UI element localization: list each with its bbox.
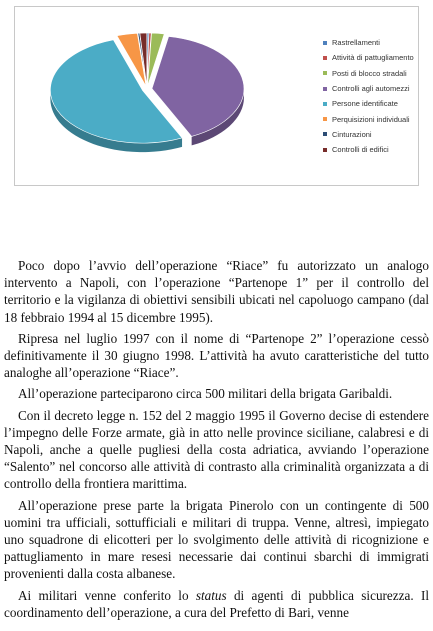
legend-item — [323, 35, 414, 50]
paragraph-6-end: di agenti di pubblica sicurezza. Il coordinamento dell’operazione, a cura del Prefetto di Bari, venne — [4, 587, 429, 620]
paragraph-6 — [4, 587, 429, 621]
paragraph-2: Ripresa nel luglio 1997 con il nome di “Partenope 2” l’operazione cessò definitivamente il 30 giugno 1998. L’attività ha avuto caratteristiche del tutto analoghe all’operazione “Riace”. — [4, 330, 429, 381]
paragraph-6-start: Ai militari venne conferito lo — [18, 587, 196, 603]
legend-swatch — [323, 56, 327, 60]
legend-item — [323, 111, 414, 126]
paragraph-4: Con il decreto legge n. 152 del 2 maggio 1995 il Governo decise di estendere l’impegno delle Forze armate, già in atto nelle province siciliane, calabresi e di Napoli, anche a quelle pugliesi della costa adriatica, avviando l’operazione “Salento” nel concorso alle attività di contrasto alla criminalità organizzata a di controllo della frontiera marittima. — [4, 407, 429, 492]
legend-item — [323, 142, 414, 157]
legend-swatch — [323, 87, 327, 91]
paragraph-1: Poco dopo l’avvio dell’operazione “Riace” fu autorizzato un analogo intervento a Napoli, con l’operazione “Partenope 1” per il controllo del territorio e la vigilanza di obiettivi sensibili ubicati nel capoluogo campano (dal 18 febbraio 1994 al 15 dicembre 1995). — [4, 258, 429, 325]
paragraph-5: All’operazione prese parte la brigata Pinerolo con un contingente di 500 uomini tra ufficiali, sottufficiali e militari di truppa. Venne, altresì, impiegato uno squadrone di elicotteri per lo svolgimento delle attività di ricognizione e pattugliamento in mare resesi necessarie dai continui sbarchi di immigrati provenienti dalla costa albanese. — [4, 497, 429, 582]
legend-swatch — [323, 117, 327, 121]
document-body — [4, 257, 429, 621]
legend-item — [323, 66, 414, 81]
legend-label: Attività di pattugliamento — [332, 53, 414, 63]
paragraph-3: All’operazione parteciparono circa 500 militari della brigata Garibaldi. — [18, 386, 393, 402]
paragraph-6-emphasis: status — [195, 587, 227, 603]
legend-swatch — [323, 132, 327, 136]
legend-swatch — [323, 102, 327, 106]
legend-label: Persone identificate — [332, 99, 398, 109]
legend-item — [323, 127, 414, 142]
legend-swatch — [323, 71, 327, 75]
legend-swatch — [323, 148, 327, 152]
legend-label: Controlli di edifici — [332, 145, 389, 155]
legend-label: Cinturazioni — [332, 129, 372, 139]
legend-swatch — [323, 41, 327, 45]
legend-item — [323, 50, 414, 65]
legend-label: Perquisizioni individuali — [332, 114, 410, 124]
chart-legend — [323, 35, 414, 157]
legend-label: Controlli agli automezzi — [332, 84, 410, 94]
legend-item — [323, 81, 414, 96]
legend-label: Rastrellamenti — [332, 38, 380, 48]
pie-chart-panel — [14, 6, 419, 186]
legend-label: Posti di blocco stradali — [332, 68, 407, 78]
legend-item — [323, 96, 414, 111]
